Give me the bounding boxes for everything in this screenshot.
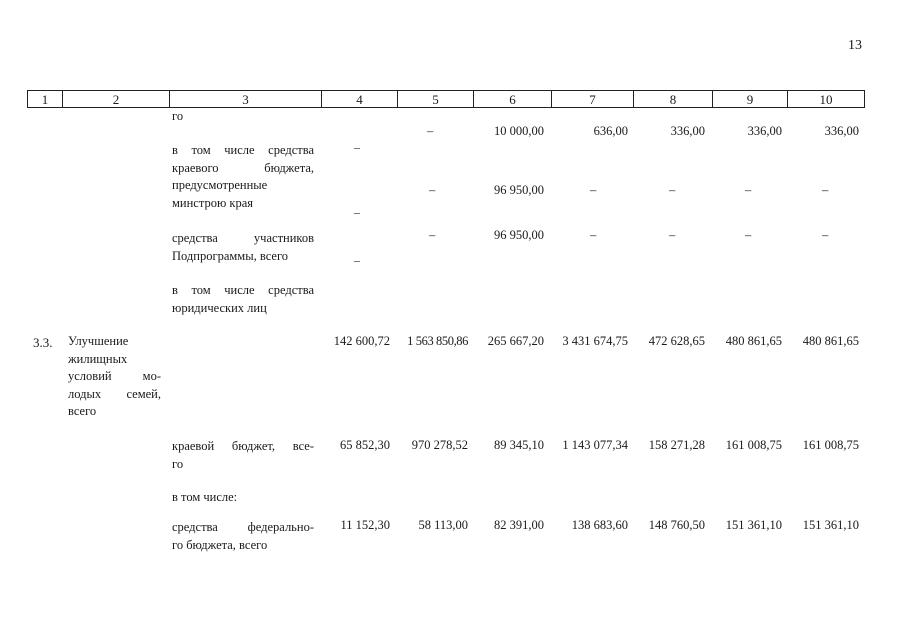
label-line: в том числе средства (172, 143, 314, 157)
col-header-9: 9 (713, 91, 788, 107)
cell-c8: 148 760,50 (648, 518, 705, 532)
cell-c4: 65 852,30 (340, 438, 390, 452)
row-participants-label (172, 230, 314, 265)
label-line: в том числе: (172, 490, 238, 504)
row-krai-minstroy-label (172, 142, 314, 212)
col-header-1: 1 (28, 91, 63, 107)
cell-c5: – (429, 183, 436, 197)
cell-c9: 336,00 (747, 124, 782, 138)
label-line: го бюджета, всего (172, 537, 268, 552)
page-number: 13 (848, 38, 862, 53)
label-line: краевой бюджет, все- (172, 439, 314, 453)
row-krai-budget-label (172, 438, 314, 473)
table-header-row (27, 90, 865, 108)
col-header-2: 2 (63, 91, 170, 107)
cell-c5: – (427, 124, 434, 138)
cell-c6: 89 345,10 (494, 438, 544, 452)
cell-c8: 336,00 (670, 124, 705, 138)
label-line: краевого бюджета, (172, 160, 314, 175)
label-line: го (172, 456, 184, 471)
col-header-6: 6 (474, 91, 552, 107)
label-line: в том числе средства (172, 283, 314, 297)
cell-c5: 1 563 850,86 (407, 334, 468, 348)
row-number: 3.3. (33, 335, 53, 350)
col-header-3: 3 (170, 91, 322, 107)
col-header-8: 8 (634, 91, 713, 107)
cell-c4: 142 600,72 (333, 334, 390, 348)
label-line: Подпрограммы, всего (172, 248, 289, 263)
cell-c7: – (590, 228, 597, 242)
cell-c4-dash: – (354, 140, 360, 154)
cell-c7: 138 683,60 (571, 518, 628, 532)
col-header-7: 7 (552, 91, 634, 107)
cell-c8: – (669, 228, 676, 242)
cell-c10: 336,00 (824, 124, 859, 138)
cell-c10: – (822, 228, 829, 242)
label-line: всего (68, 404, 97, 418)
cell-c4: 11 152,30 (340, 518, 390, 532)
cell-c8: 472 628,65 (648, 334, 705, 348)
label-line: лодых семей, (68, 386, 161, 401)
label-line: жилищных (68, 351, 128, 366)
cell-c6: 96 950,00 (494, 183, 544, 197)
cell-c6: 82 391,00 (494, 518, 544, 532)
col-header-10: 10 (819, 92, 833, 107)
label-line: предусмотренные (172, 178, 268, 192)
label-line: юридических лиц (172, 300, 267, 315)
label-line: минстрою края (172, 195, 254, 210)
cell-c9: 480 861,65 (725, 334, 782, 348)
cell-c5: 970 278,52 (411, 438, 468, 452)
cell-c4-dash: – (354, 205, 360, 219)
label-line: Улучшение (68, 334, 129, 348)
cell-c9: 161 008,75 (725, 438, 782, 452)
row-3-3-title (68, 333, 161, 421)
label-line: средства федерально- (172, 520, 314, 534)
cell-c10: – (822, 183, 829, 197)
cell-c7: 1 143 077,34 (562, 438, 628, 452)
cell-c7: 3 431 674,75 (562, 334, 628, 348)
row-legal-entities-label (172, 282, 314, 317)
label-line: го (172, 109, 184, 123)
cell-c8: – (669, 183, 676, 197)
cell-c6: 10 000,00 (494, 124, 544, 138)
col-header-5: 5 (398, 91, 474, 107)
cell-c5: 58 113,00 (418, 518, 468, 532)
cell-c8: 158 271,28 (648, 438, 705, 452)
cell-c10: 480 861,65 (802, 334, 859, 348)
cell-c7: 636,00 (593, 124, 628, 138)
row-federal-budget-label (172, 519, 314, 554)
row-total-cont-label (172, 108, 314, 126)
col-header-4: 4 (322, 91, 398, 107)
label-line: средства участников (172, 231, 314, 245)
cell-c6: 96 950,00 (494, 228, 544, 242)
cell-c6: 265 667,20 (487, 334, 544, 348)
label-line: условий мо- (68, 369, 161, 383)
cell-c5: – (429, 228, 436, 242)
cell-c10: 161 008,75 (802, 438, 859, 452)
cell-c4-dash: – (354, 253, 360, 267)
cell-c9: 151 361,10 (725, 518, 782, 532)
cell-c9: – (745, 183, 752, 197)
cell-c10: 151 361,10 (802, 518, 859, 532)
cell-c9: – (745, 228, 752, 242)
row-including-label (172, 489, 314, 507)
cell-c7: – (590, 183, 597, 197)
